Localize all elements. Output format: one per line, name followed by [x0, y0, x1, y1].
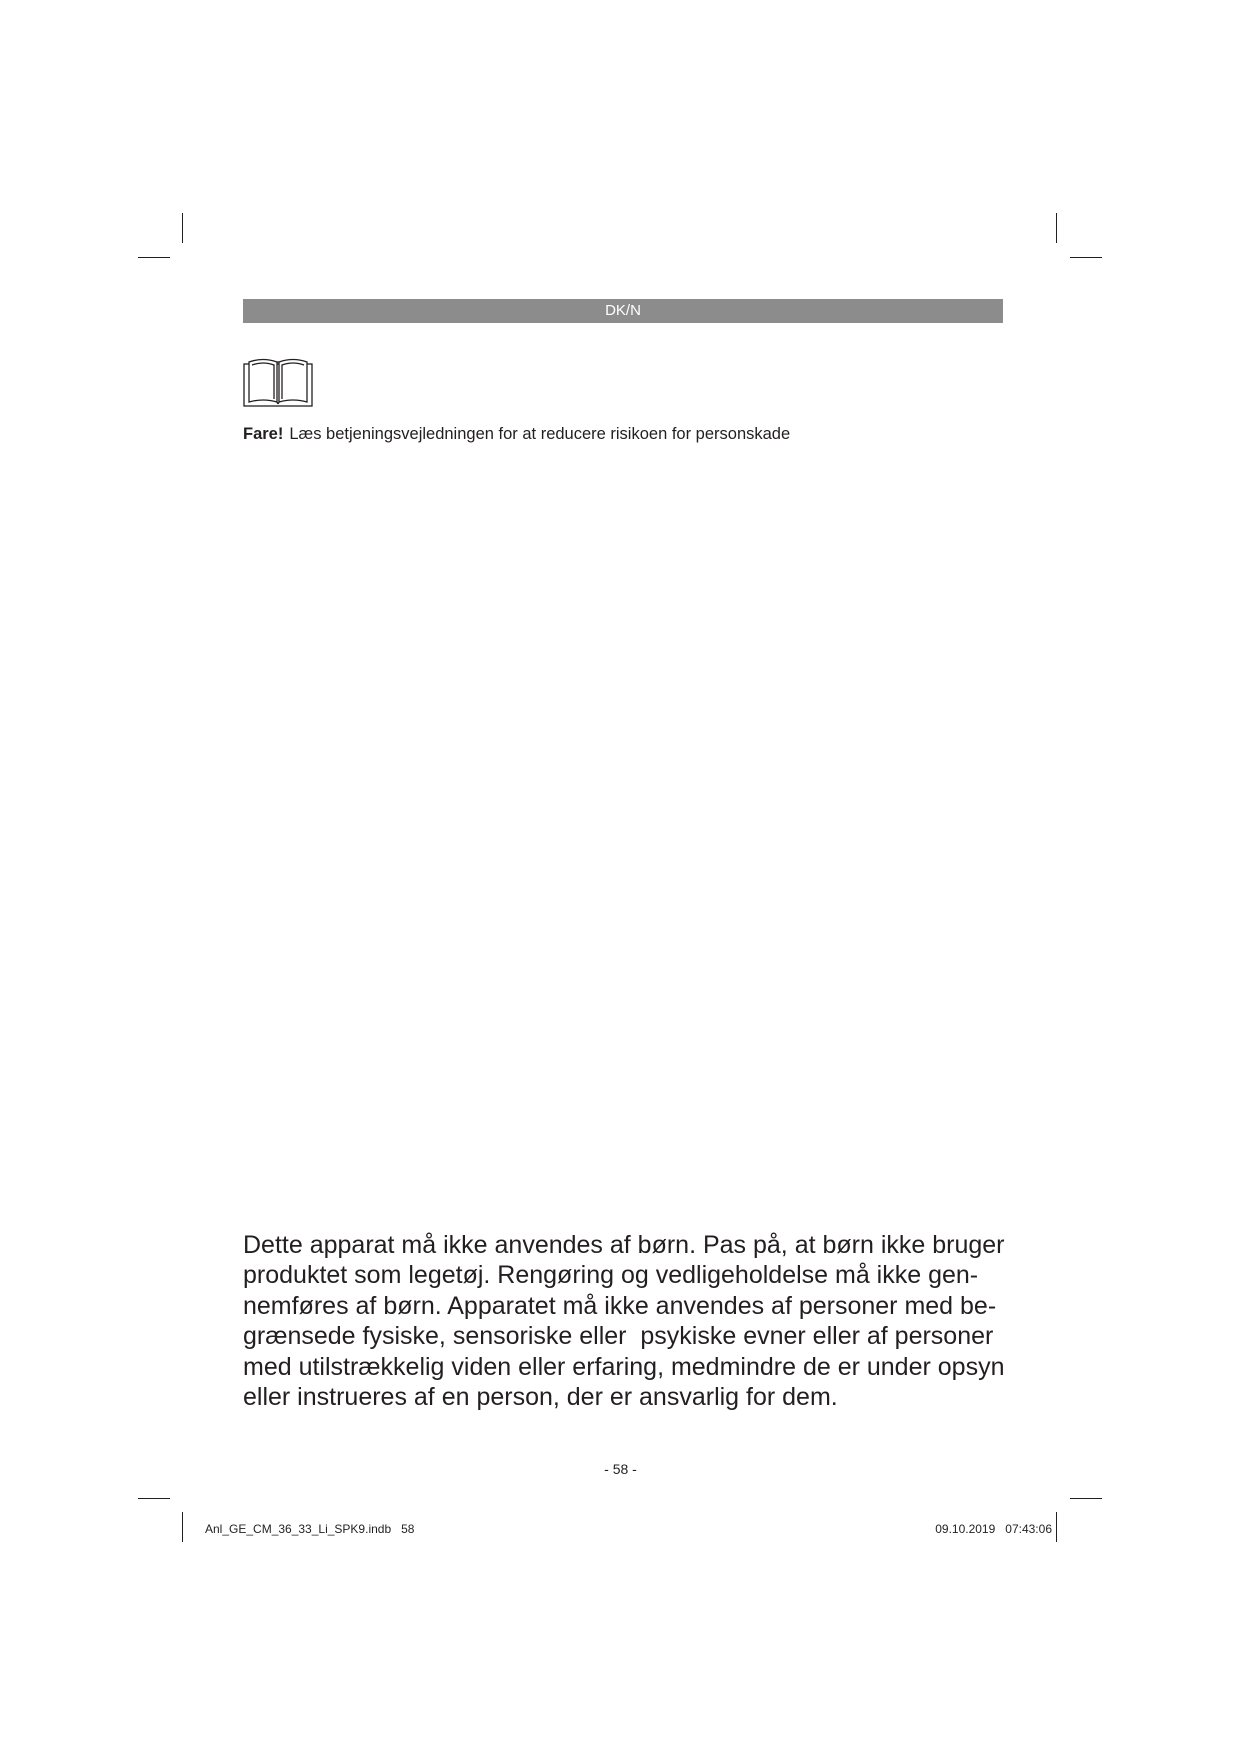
crop-mark	[1056, 1512, 1057, 1542]
safety-paragraph	[243, 1230, 1013, 1412]
language-header-bar: DK/N	[243, 299, 1003, 323]
footer-timestamp: 09.10.2019 07:43:06	[935, 1522, 1052, 1536]
paragraph-line: nemføres af børn. Apparatet må ikke anvendes af personer med be-	[243, 1291, 997, 1320]
paragraph-line: produktet som legetøj. Rengøring og vedligeholdelse må ikke gen-	[243, 1261, 979, 1290]
warning-text: Læs betjeningsvejledningen for at reducere risikoen for personskade	[289, 425, 791, 443]
warning-line	[243, 425, 790, 444]
paragraph-line: eller instrueres af en person, der er ansvarlig for dem.	[243, 1383, 838, 1412]
crop-mark	[138, 1498, 170, 1499]
crop-mark	[1070, 257, 1102, 258]
crop-mark	[1056, 213, 1057, 243]
paragraph-line: grænsede fysiske, sensoriske eller psykiske evner eller af personer	[243, 1322, 994, 1351]
crop-mark	[138, 257, 170, 258]
open-book-icon	[243, 356, 313, 408]
footer-file-name: Anl_GE_CM_36_33_Li_SPK9.indb 58	[205, 1522, 415, 1536]
paragraph-line: med utilstrækkelig viden eller erfaring, medmindre de er under opsyn	[243, 1352, 1005, 1381]
paragraph-line: Dette apparat må ikke anvendes af børn. Pas på, at børn ikke bruger	[243, 1231, 1005, 1259]
crop-mark	[1070, 1498, 1102, 1499]
warning-label: Fare!	[243, 425, 284, 443]
page-number: - 58 -	[604, 1461, 637, 1477]
crop-mark	[182, 213, 183, 243]
crop-mark	[182, 1512, 183, 1542]
